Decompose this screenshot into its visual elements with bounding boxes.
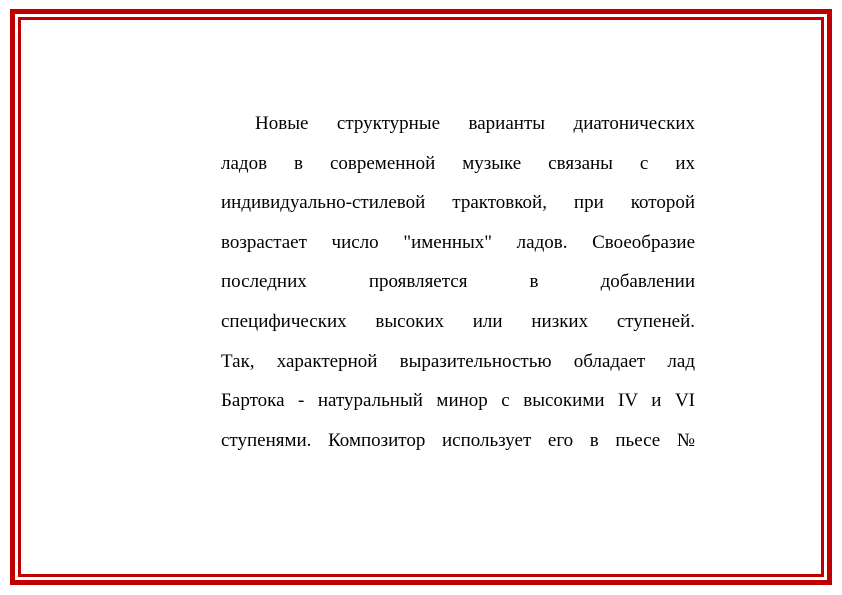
paragraph-line-9: ступенями. Композитор использует его в пьесе № <box>221 429 695 451</box>
paragraph-line-2: ладов в современной музыке связаны с их <box>221 152 695 174</box>
paragraph-line-3: индивидуально-стилевой трактовкой, при которой <box>221 192 695 214</box>
body-paragraph <box>221 104 695 460</box>
paragraph-line-1: Новые структурные варианты диатонических <box>255 113 695 134</box>
paragraph-line-6: специфических высоких или низких ступеней. <box>221 310 695 332</box>
paragraph-line-8: Бартока - натуральный минор с высокими IV и VI <box>221 390 695 412</box>
paragraph-line-5: последних проявляется в добавлении <box>221 271 695 293</box>
paragraph-line-4: возрастает число "именных" ладов. Своеобразие <box>221 231 695 253</box>
paragraph-line-7: Так, характерной выразительностью обладает лад <box>221 350 695 372</box>
